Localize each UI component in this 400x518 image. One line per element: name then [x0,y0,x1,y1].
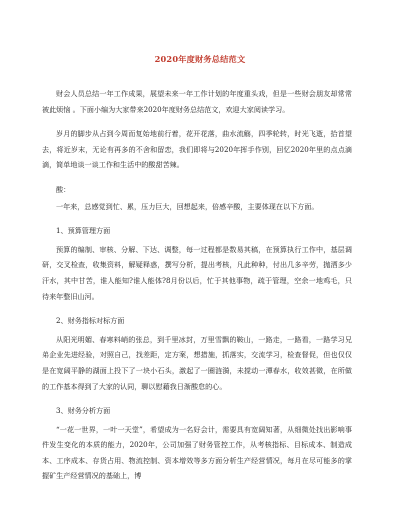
document-title: 2020年度财务总结范文 [154,54,246,64]
section-heading: 3、财务分析方面 [56,406,111,416]
section-heading: 1、预算管理方面 [56,226,111,236]
paragraph: 一年来，总感觉到忙、累，压力巨大，回想起来，倍感辛酸，主要体现在以下方面。 [56,201,319,211]
paragraph: 岁月的脚步从占到今周而复始地前行着，花开花落，曲水流觞，四季轮转，时光飞逝，拾首望去，将近岁末，无论有再多的不舍和留恋，我们即将与2020年挥手作别，回忆2020年里的点点滴滴，简单地谈一谈工作和生活中的酸甜苦辣。 [42,129,352,170]
intro-paragraph: 财会人员总结一年工作成果，展望未来一年工作计划的年度重头戏，但是一些财会朋友却常常被此烦恼 。下面小编为大家带来2020年度财务总结范文，欢迎大家阅读学习。 [42,89,352,114]
paragraph: 从阳光明媚、春寒料峭的张总，到千里冰封，万里雪飘的鞍山，一路走，一路看，一路学习兄弟企业先进经验，对照自己，找差距，定方案，想措施，抓落实，交流学习，检查督促，但也仅仅是在宽阔平静的湖面上投下了一块小石头，激起了一圈涟漪，未搅动一潭春水，收效甚微，在所做的工作基本得到了大家的认同，聊以慰藉我日渐酸怠的心。 [42,334,352,391]
paragraph: 预算的编制、审核、分解、下达、调整，每一过程都是数易其稿，在预算执行工作中，基层调研，交叉检查，收集资料，解疑释惑，撰写分析，提出考核，凡此种种，付出几多辛劳，抛洒多少汗水，其中甘苦，谁人能知?谁人能体?8月份以后，忙于其他事物，疏于管理，空余一地鸡毛，只待来年整旧山河。 [42,244,352,301]
document-body [42,86,352,493]
paragraph: “一花一世界，一叶一天堂”，希望成为一名好会计，需要具有宽阔知著，从细微处找出影响事件发生变化的本质的能力，2020年，公司加强了财务管控工作，从考核指标、目标成本、制造成本、工序成本、存货占用、物流控制、资本增效等多方面分析生产经营情况，每月在尽可能多的掌握矿生产经营情况的基础上，博 [42,424,352,481]
subheading-sour: 酸： [56,184,71,194]
section-heading: 2、财务指标对标方面 [56,316,125,326]
